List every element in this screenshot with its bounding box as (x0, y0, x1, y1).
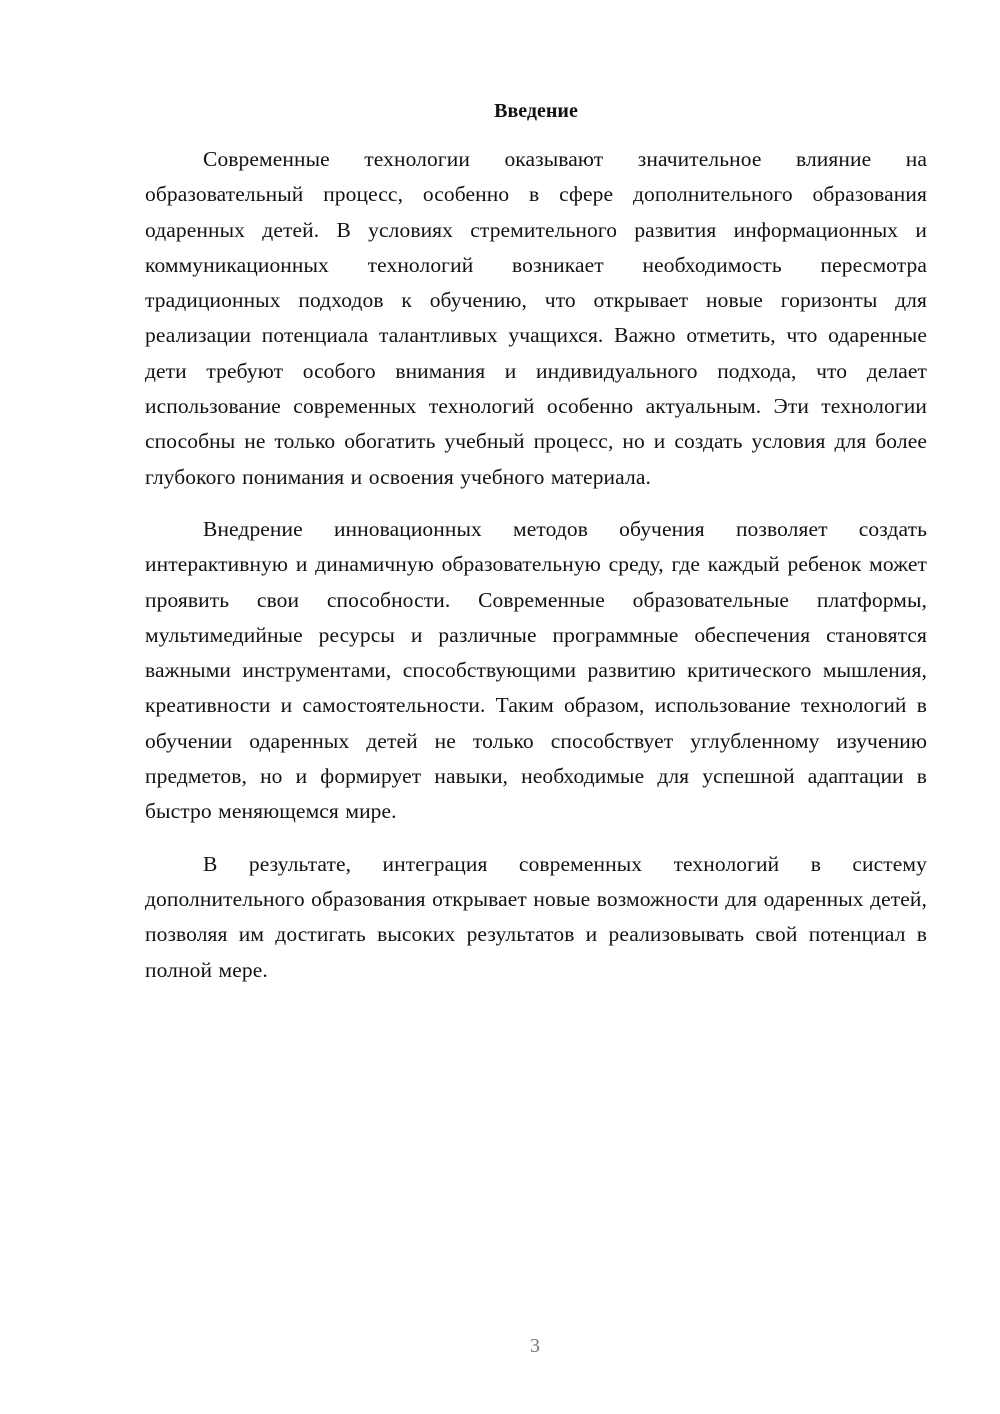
paragraph-2: Внедрение инновационных методов обучения позволяет создать интерактивную и динамичную образовательную среду, где каждый ребенок может проявить свои способности. Современные образовательные платформы, мультимедийные ресурсы и различные программные обеспечения становятся важными инструментами, способствующими развитию критического мышления, креативности и самостоятельности. Таким образом, использование технологий в обучении одаренных детей не только способствует углубленному изучению предметов, но и формирует навыки, необходимые для успешной адаптации в быстро меняющемся мире. (145, 516, 927, 824)
document-body (145, 142, 927, 1005)
paragraph-1: Современные технологии оказывают значительное влияние на образовательный процесс, особенно в сфере дополнительного образования одаренных детей. В условиях стремительного развития информационных и коммуникационных технологий возникает необходимость пересмотра традиционных подходов к обучению, что открывает новые горизонты для реализации потенциала талантливых учащихся. Важно отметить, что одаренные дети требуют особого внимания и индивидуального подхода, что делает использование современных технологий особенно актуальным. Эти технологии способны не только обогатить учебный процесс, но и создать условия для более глубокого понимания и освоения учебного материала. (145, 147, 927, 489)
paragraph-3: В результате, интеграция современных технологий в систему дополнительного образования открывает новые возможности для одаренных детей, позволяя им достигать высоких результатов и реализовывать свой потенциал в полной мере. (145, 851, 927, 982)
section-heading: Введение (494, 100, 578, 122)
page-number: 3 (530, 1335, 540, 1357)
